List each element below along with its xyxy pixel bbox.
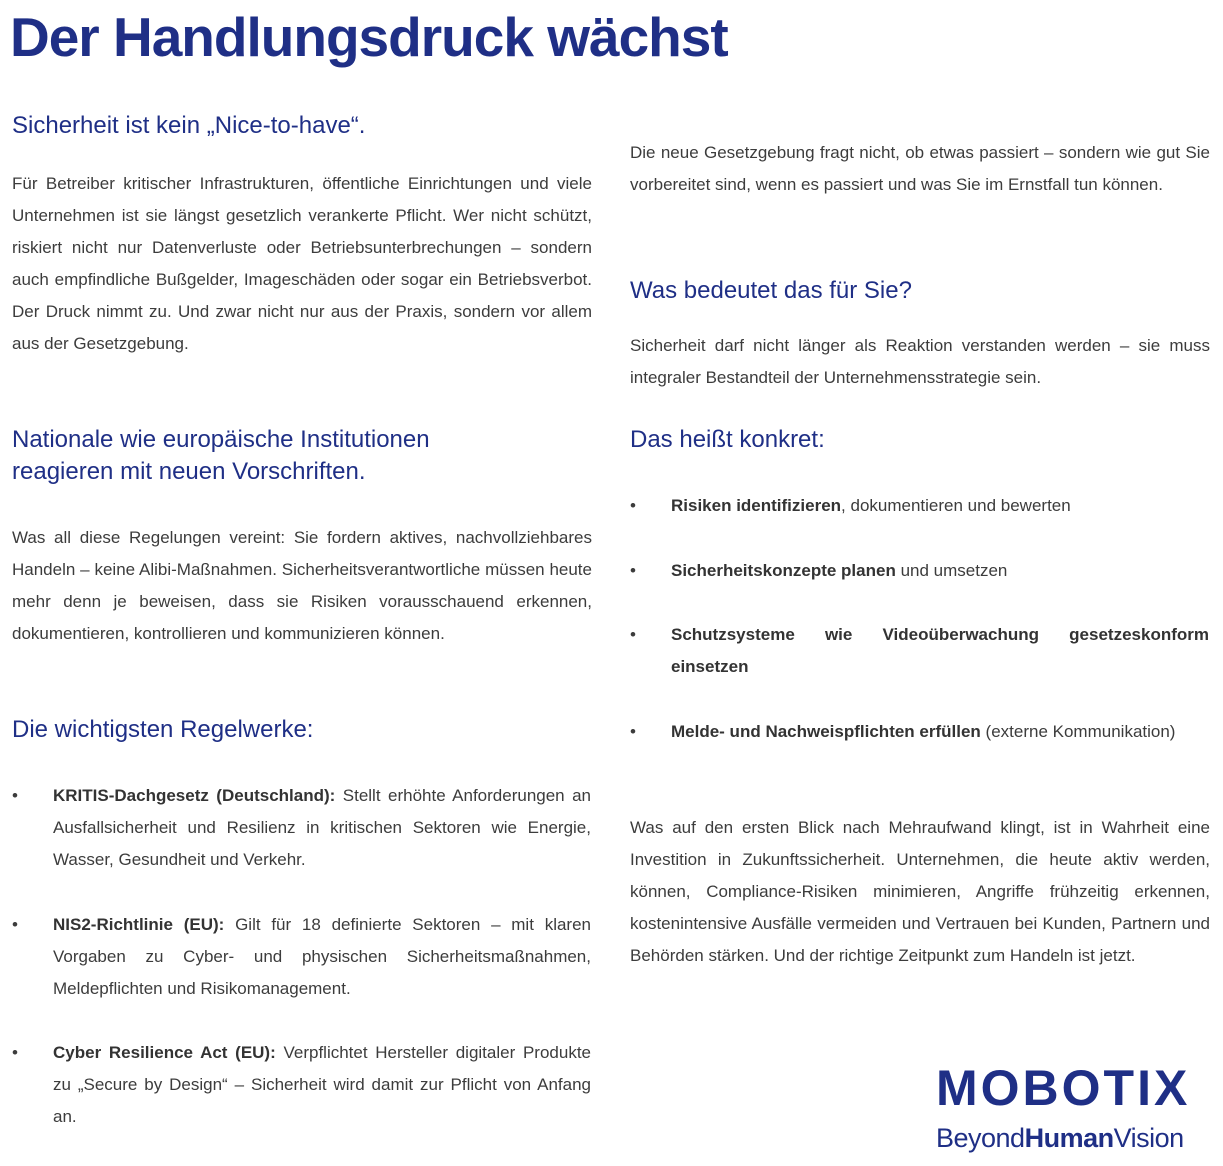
logo-wordmark: MOBOTIX — [936, 1060, 1191, 1116]
heading-what-it-means: Was bedeutet das für Sie? — [630, 277, 912, 304]
logo-tag-human: Human — [1024, 1123, 1114, 1153]
bullet-icon: • — [630, 722, 636, 741]
list-item-bold: Risiken identifizieren — [671, 496, 842, 515]
paragraph-new-legislation: Die neue Gesetzgebung fragt nicht, ob etwas passiert – sondern wie gut Sie vorbereitet sind, wenn es passiert und was Sie im Ernstfall tun können. — [630, 143, 1210, 194]
bullet-icon: • — [630, 496, 636, 515]
bullet-icon: • — [12, 1043, 18, 1062]
list-item-text — [671, 619, 1209, 683]
bullet-icon: • — [630, 625, 636, 644]
list-item-text — [671, 490, 1209, 522]
bullet-icon: • — [630, 561, 636, 580]
logo-tag-vision: Vision — [1113, 1123, 1184, 1153]
list-item-text — [53, 1037, 591, 1133]
list-item-rest: Gilt für 18 definierte Sektoren – mit klaren Vorgaben zu Cyber- und physischen Sicherheitsmaßnahmen, Meldepflichten und Risikomanagement. — [53, 915, 591, 998]
logo-tagline — [936, 1122, 1218, 1154]
page-title: Der Handlungsdruck wächst — [10, 6, 728, 68]
heading-institutions — [12, 424, 592, 488]
paragraph-obligation: Für Betreiber kritischer Infrastrukturen, öffentliche Einrichtungen und viele Unternehmen ist sie längst gesetzlich verankerte Pflicht. Wer nicht schützt, riskiert nicht nur Datenverluste oder Betriebsunterbrechungen – sondern auch empfindliche Bußgelder, Imageschäden oder sogar ein Betriebsverbot. Der Druck nimmt zu. Und zwar nicht nur aus der Praxis, sondern vor allem aus der Gesetzgebung. — [12, 174, 592, 353]
list-item-rest: Stellt erhöhte Anforderungen an Ausfallsicherheit und Resilienz in kritischen Sektoren wie Energie, Wasser, Gesundheit und Verkehr. — [53, 786, 591, 869]
list-item-text — [53, 909, 591, 1005]
list-item-bold: Cyber Resilience Act (EU): — [53, 1043, 276, 1062]
bullet-icon: • — [12, 915, 18, 934]
heading-nice-to-have: Sicherheit ist kein „Nice-to-have“. — [12, 112, 366, 139]
heading-concrete: Das heißt konkret: — [630, 426, 825, 453]
list-item-bold: Schutzsysteme wie Videoüberwachung gesetzeskonform einsetzen — [671, 625, 1209, 676]
list-item-rest: Verpflichtet Hersteller digitaler Produkte zu „Secure by Design“ – Sicherheit wird damit zur Pflicht von Anfang an. — [53, 1043, 591, 1126]
heading-institutions-line1: Nationale wie europäische Institutionen — [12, 426, 430, 453]
bullet-icon: • — [12, 786, 18, 805]
list-item-rest: , dokumentieren und bewerten — [841, 496, 1071, 515]
heading-institutions-line2: reagieren mit neuen Vorschriften. — [12, 458, 366, 485]
logo-tag-beyond: Beyond — [936, 1123, 1025, 1153]
mobotix-logo — [936, 1062, 1218, 1154]
list-item-bold: Melde- und Nachweispflichten erfüllen — [671, 722, 981, 741]
list-item-text — [53, 780, 591, 876]
paragraph-investment: Was auf den ersten Blick nach Mehraufwand klingt, ist in Wahrheit eine Investition in Zukunftssicherheit. Unternehmen, die heute aktiv werden, können, Compliance-Risiken minimieren, Angriffe frühzeitig erkennen, kostenintensive Ausfälle vermeiden und Vertrauen bei Kunden, Partnern und Behörden stärken. Und der richtige Zeitpunkt zum Handeln ist jetzt. — [630, 818, 1210, 965]
list-item-bold: KRITIS-Dachgesetz (Deutschland): — [53, 786, 336, 805]
list-item-bold: NIS2-Richtlinie (EU): — [53, 915, 225, 934]
list-item-bold: Sicherheitskonzepte planen — [671, 561, 896, 580]
paragraph-security-strategy: Sicherheit darf nicht länger als Reaktion verstanden werden – sie muss integraler Bestandteil der Unternehmensstrategie sein. — [630, 336, 1210, 387]
list-item-rest: (externe Kommunikation) — [980, 722, 1176, 741]
paragraph-regulations-unite: Was all diese Regelungen vereint: Sie fordern aktives, nachvollziehbares Handeln – keine Alibi-Maßnahmen. Sicherheitsverantwortliche müssen heute mehr denn je beweisen, dass sie Risiken vorausschauend erkennen, dokumentieren, kontrollieren und kommunizieren können. — [12, 528, 592, 643]
heading-regulations: Die wichtigsten Regelwerke: — [12, 716, 314, 743]
list-item-text — [671, 716, 1209, 748]
list-item-text — [671, 555, 1209, 587]
list-item-rest: und umsetzen — [895, 561, 1008, 580]
